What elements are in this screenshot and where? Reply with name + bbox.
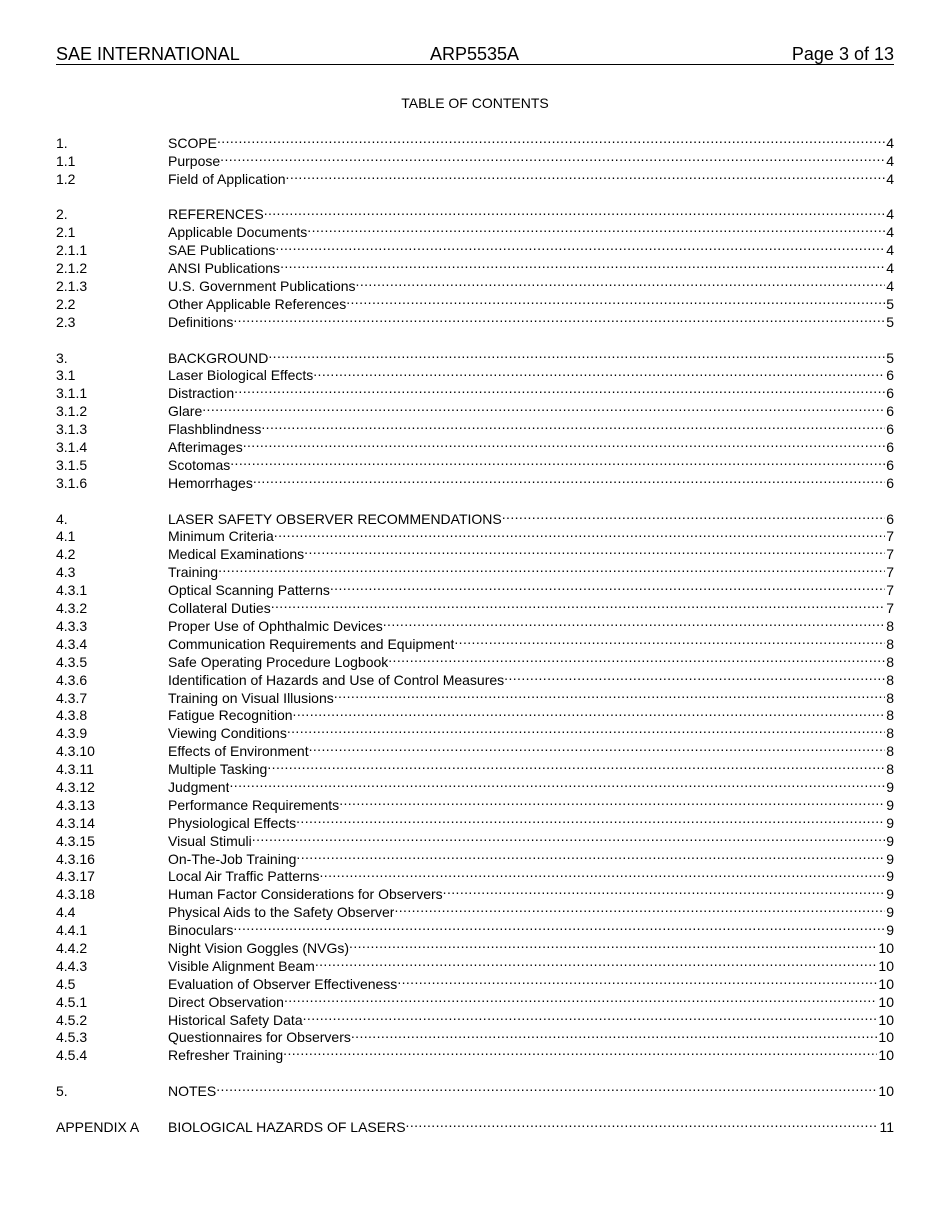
toc-dot-leader <box>397 971 877 989</box>
toc-dot-leader <box>454 631 885 649</box>
toc-dot-leader <box>243 434 886 452</box>
toc-entry[interactable] <box>56 345 894 366</box>
toc-dot-leader <box>351 1025 878 1043</box>
toc-entry-page: 9 <box>886 814 894 831</box>
toc-dot-leader <box>383 613 885 631</box>
toc-entry-title: Laser Biological Effects <box>168 367 314 384</box>
toc-entry-page: 6 <box>886 456 894 473</box>
toc-entry-title: BACKGROUND <box>168 349 269 366</box>
toc-entry-title: Viewing Conditions <box>168 725 287 742</box>
toc-entry-number: 3.1.1 <box>56 385 88 402</box>
toc-entry-page: 6 <box>886 474 894 491</box>
toc-entry-number: APPENDIX A <box>56 1118 140 1135</box>
toc-entry[interactable] <box>56 506 894 527</box>
toc-entry-number: 4.5 <box>56 975 76 992</box>
toc-entry-number: 3.1.6 <box>56 474 88 491</box>
toc-entry-page: 4 <box>886 134 894 151</box>
table-of-contents <box>56 130 894 1135</box>
toc-entry-page: 8 <box>886 635 894 652</box>
toc-entry-page: 10 <box>878 957 894 974</box>
toc-entry-page: 9 <box>886 904 894 921</box>
toc-entry-title: LASER SAFETY OBSERVER RECOMMENDATIONS <box>168 510 502 527</box>
toc-dot-leader <box>315 953 878 971</box>
toc-dot-leader <box>274 524 885 542</box>
toc-entry-number: 1. <box>56 134 68 151</box>
toc-dot-leader <box>261 416 885 434</box>
toc-entry-title: Afterimages <box>168 439 243 456</box>
toc-entry-page: 6 <box>886 367 894 384</box>
toc-entry-number: 4.3.9 <box>56 725 88 742</box>
toc-dot-leader <box>283 1042 877 1060</box>
toc-entry-number: 3.1.5 <box>56 456 88 473</box>
toc-entry-title: U.S. Government Publications <box>168 278 356 295</box>
toc-entry-number: 4.3.8 <box>56 707 88 724</box>
toc-entry-title: Medical Examinations <box>168 546 305 563</box>
toc-dot-leader <box>230 452 885 470</box>
toc-dot-leader <box>264 202 886 220</box>
toc-dot-leader <box>349 935 877 953</box>
toc-entry-number: 4.3.4 <box>56 635 88 652</box>
toc-entry-title: ANSI Publications <box>168 260 281 277</box>
toc-dot-leader <box>303 1007 878 1025</box>
toc-dot-leader <box>502 506 885 524</box>
toc-entry-number: 4.5.3 <box>56 1029 88 1046</box>
toc-entry-page: 9 <box>886 886 894 903</box>
header-document-number: ARP5535A <box>430 44 520 64</box>
toc-entry-title: Hemorrhages <box>168 474 253 491</box>
toc-entry-page: 8 <box>886 617 894 634</box>
toc-dot-leader <box>284 989 877 1007</box>
toc-entry-title: Binoculars <box>168 922 234 939</box>
toc-entry-title: Evaluation of Observer Effectiveness <box>168 975 398 992</box>
toc-entry-title: NOTES <box>168 1083 217 1100</box>
toc-entry-number: 2.1.3 <box>56 278 88 295</box>
toc-entry-title: Training on Visual Illusions <box>168 689 334 706</box>
toc-entry-page: 6 <box>886 385 894 402</box>
toc-dot-leader <box>309 738 886 756</box>
header-organization: SAE INTERNATIONAL <box>56 44 240 64</box>
toc-entry-number: 1.2 <box>56 170 76 187</box>
toc-entry-number: 4.3.11 <box>56 761 94 778</box>
toc-entry-title: Applicable Documents <box>168 224 308 241</box>
toc-dot-leader <box>334 685 885 703</box>
toc-entry-title: Fatigue Recognition <box>168 707 293 724</box>
toc-dot-leader <box>253 470 885 488</box>
toc-title: TABLE OF CONTENTS <box>401 95 549 111</box>
toc-entry-number: 4.3.6 <box>56 671 88 688</box>
toc-dot-leader <box>296 810 885 828</box>
toc-entry-page: 7 <box>886 528 894 545</box>
toc-entry-title: BIOLOGICAL HAZARDS OF LASERS <box>168 1118 406 1135</box>
toc-entry-number: 2.1.2 <box>56 260 88 277</box>
toc-entry-title: Minimum Criteria <box>168 528 274 545</box>
toc-entry-number: 4.2 <box>56 546 76 563</box>
toc-entry-title: Questionnaires for Observers <box>168 1029 351 1046</box>
toc-entry-page: 9 <box>886 922 894 939</box>
toc-entry-number: 4.3.7 <box>56 689 88 706</box>
toc-dot-leader <box>287 720 885 738</box>
toc-entry-page: 8 <box>886 707 894 724</box>
toc-entry-title: Distraction <box>168 385 235 402</box>
toc-entry-number: 4.5.4 <box>56 1047 88 1064</box>
toc-entry-title: Field of Application <box>168 170 286 187</box>
toc-entry-title: Identification of Hazards and Use of Control Measures <box>168 671 505 688</box>
toc-entry-page: 10 <box>878 939 894 956</box>
toc-dot-leader <box>252 828 885 846</box>
toc-entry-title: Safe Operating Procedure Logbook <box>168 653 389 670</box>
toc-entry-number: 4.4.1 <box>56 922 88 939</box>
toc-entry-title: Visible Alignment Beam <box>168 957 315 974</box>
toc-entry-page: 10 <box>878 1011 894 1028</box>
toc-dot-leader <box>307 219 885 237</box>
toc-dot-leader <box>275 237 885 255</box>
toc-entry-page: 7 <box>886 564 894 581</box>
toc-entry-title: Performance Requirements <box>168 796 340 813</box>
toc-dot-leader <box>217 130 885 148</box>
toc-entry-title: Flashblindness <box>168 421 262 438</box>
toc-entry-page: 8 <box>886 671 894 688</box>
toc-entry-page: 7 <box>886 582 894 599</box>
toc-entry[interactable] <box>56 1078 894 1100</box>
toc-entry-title: Definitions <box>168 313 234 330</box>
toc-entry-number: 4.5.1 <box>56 993 88 1010</box>
toc-dot-leader <box>234 380 885 398</box>
toc-entry-title: Physiological Effects <box>168 814 297 831</box>
toc-entry-page: 8 <box>886 653 894 670</box>
toc-entry-number: 4.3.2 <box>56 600 88 617</box>
toc-entry-page: 11 <box>879 1118 894 1135</box>
toc-entry-title: Collateral Duties <box>168 600 271 617</box>
toc-entry-page: 4 <box>886 152 894 169</box>
page-header <box>56 44 894 65</box>
toc-entry-page: 6 <box>886 403 894 420</box>
toc-entry-number: 4.1 <box>56 528 76 545</box>
toc-entry-page: 5 <box>886 349 894 366</box>
toc-entry-title: SAE Publications <box>168 242 276 259</box>
toc-entry-page: 4 <box>886 278 894 295</box>
toc-entry-title: Effects of Environment <box>168 743 309 760</box>
toc-entry-page: 7 <box>886 600 894 617</box>
toc-dot-leader <box>406 1114 879 1132</box>
toc-entry-number: 4.3.5 <box>56 653 88 670</box>
toc-dot-leader <box>271 595 885 613</box>
toc-entry-number: 4.5.2 <box>56 1011 88 1028</box>
toc-entry-title: Purpose <box>168 152 221 169</box>
toc-entry-number: 4.3.13 <box>56 796 95 813</box>
toc-entry-number: 4.3.17 <box>56 868 95 885</box>
toc-entry-number: 4.4 <box>56 904 76 921</box>
toc-dot-leader <box>293 703 886 721</box>
toc-dot-leader <box>304 541 885 559</box>
toc-dot-leader <box>218 559 885 577</box>
toc-dot-leader <box>233 917 885 935</box>
toc-entry-page: 6 <box>886 510 894 527</box>
toc-dot-leader <box>286 166 886 184</box>
toc-dot-leader <box>356 273 886 291</box>
toc-entry-number: 4.4.2 <box>56 939 88 956</box>
toc-entry-number: 4.4.3 <box>56 957 88 974</box>
toc-entry-title: Refresher Training <box>168 1047 284 1064</box>
toc-entry-title: Historical Safety Data <box>168 1011 303 1028</box>
toc-dot-leader <box>346 291 885 309</box>
toc-entry-page: 4 <box>886 206 894 223</box>
toc-dot-leader <box>202 398 885 416</box>
toc-entry-title: Optical Scanning Patterns <box>168 582 330 599</box>
toc-entry-title: Communication Requirements and Equipment <box>168 635 455 652</box>
toc-dot-leader <box>267 756 885 774</box>
toc-dot-leader <box>220 148 885 166</box>
toc-entry-title: Training <box>168 564 219 581</box>
toc-entry-page: 10 <box>878 975 894 992</box>
toc-dot-leader <box>268 345 885 363</box>
toc-entry-page: 7 <box>886 546 894 563</box>
toc-entry[interactable] <box>56 130 894 151</box>
toc-entry-page: 4 <box>886 242 894 259</box>
toc-dot-leader <box>313 363 885 381</box>
toc-entry-number: 2.1.1 <box>56 242 88 259</box>
toc-dot-leader <box>504 667 885 685</box>
toc-entry-title: Local Air Traffic Patterns <box>168 868 320 885</box>
toc-entry-page: 5 <box>886 313 894 330</box>
toc-dot-leader <box>296 846 885 864</box>
toc-entry-title: Visual Stimuli <box>168 832 252 849</box>
toc-entry-title: Judgment <box>168 778 230 795</box>
toc-entry-page: 8 <box>886 761 894 778</box>
toc-entry-number: 4.3.18 <box>56 886 95 903</box>
toc-entry-page: 9 <box>886 850 894 867</box>
toc-dot-leader <box>394 899 885 917</box>
toc-entry-page: 10 <box>878 1083 894 1100</box>
toc-entry-page: 5 <box>886 295 894 312</box>
toc-entry-title: Night Vision Goggles (NVGs) <box>168 939 350 956</box>
toc-dot-leader <box>280 255 885 273</box>
toc-dot-leader <box>443 881 886 899</box>
toc-entry-number: 3.1.3 <box>56 421 88 438</box>
toc-entry-number: 4.3.14 <box>56 814 95 831</box>
toc-entry-number: 1.1 <box>56 152 76 169</box>
toc-dot-leader <box>229 774 885 792</box>
toc-entry-page: 6 <box>886 439 894 456</box>
toc-entry-number: 4.3.10 <box>56 743 95 760</box>
toc-entry-page: 8 <box>886 743 894 760</box>
toc-dot-leader <box>233 309 885 327</box>
toc-entry-number: 3.1.2 <box>56 403 88 420</box>
toc-entry-title: Scotomas <box>168 456 231 473</box>
toc-entry-title: SCOPE <box>168 134 218 151</box>
toc-entry-title: On-The-Job Training <box>168 850 297 867</box>
toc-entry-number: 2.2 <box>56 295 76 312</box>
toc-entry-number: 5. <box>56 1083 68 1100</box>
toc-entry-number: 3.1.4 <box>56 439 88 456</box>
toc-entry[interactable] <box>56 1114 894 1135</box>
toc-entry-number: 2. <box>56 206 68 223</box>
toc-entry-title: Physical Aids to the Safety Observer <box>168 904 395 921</box>
toc-entry-page: 4 <box>886 170 894 187</box>
toc-dot-leader <box>330 577 885 595</box>
toc-entry-page: 9 <box>886 778 894 795</box>
toc-entry-page: 4 <box>886 224 894 241</box>
toc-entry-page: 9 <box>886 868 894 885</box>
toc-entry-title: Human Factor Considerations for Observers <box>168 886 443 903</box>
toc-entry-number: 4.3.12 <box>56 778 95 795</box>
toc-dot-leader <box>339 792 885 810</box>
toc-entry-number: 4. <box>56 510 68 527</box>
toc-entry-number: 3. <box>56 349 68 366</box>
toc-dot-leader <box>216 1078 877 1096</box>
toc-entry-number: 4.3.16 <box>56 850 95 867</box>
toc-entry-number: 2.1 <box>56 224 76 241</box>
toc-entry-number: 4.3.15 <box>56 832 95 849</box>
toc-entry-title: Glare <box>168 403 203 420</box>
toc-entry[interactable] <box>56 202 894 223</box>
toc-entry-page: 9 <box>886 796 894 813</box>
header-page-number: Page 3 of 13 <box>791 44 894 64</box>
toc-entry-page: 8 <box>886 725 894 742</box>
toc-entry-number: 4.3 <box>56 564 76 581</box>
toc-entry-page: 9 <box>886 832 894 849</box>
toc-entry-title: REFERENCES <box>168 206 264 223</box>
toc-entry-page: 10 <box>878 1047 894 1064</box>
toc-entry-page: 8 <box>886 689 894 706</box>
toc-entry-title: Multiple Tasking <box>168 761 268 778</box>
toc-entry-number: 4.3.1 <box>56 582 88 599</box>
toc-dot-leader <box>388 649 885 667</box>
toc-entry-number: 4.3.3 <box>56 617 88 634</box>
toc-entry-page: 6 <box>886 421 894 438</box>
toc-entry-title: Other Applicable References <box>168 295 347 312</box>
toc-entry-title: Proper Use of Ophthalmic Devices <box>168 617 383 634</box>
toc-entry-page: 4 <box>886 260 894 277</box>
toc-entry-page: 10 <box>878 993 894 1010</box>
toc-entry-title: Direct Observation <box>168 993 284 1010</box>
toc-entry-number: 3.1 <box>56 367 76 384</box>
toc-entry-page: 10 <box>878 1029 894 1046</box>
toc-dot-leader <box>319 864 885 882</box>
toc-entry-number: 2.3 <box>56 313 76 330</box>
